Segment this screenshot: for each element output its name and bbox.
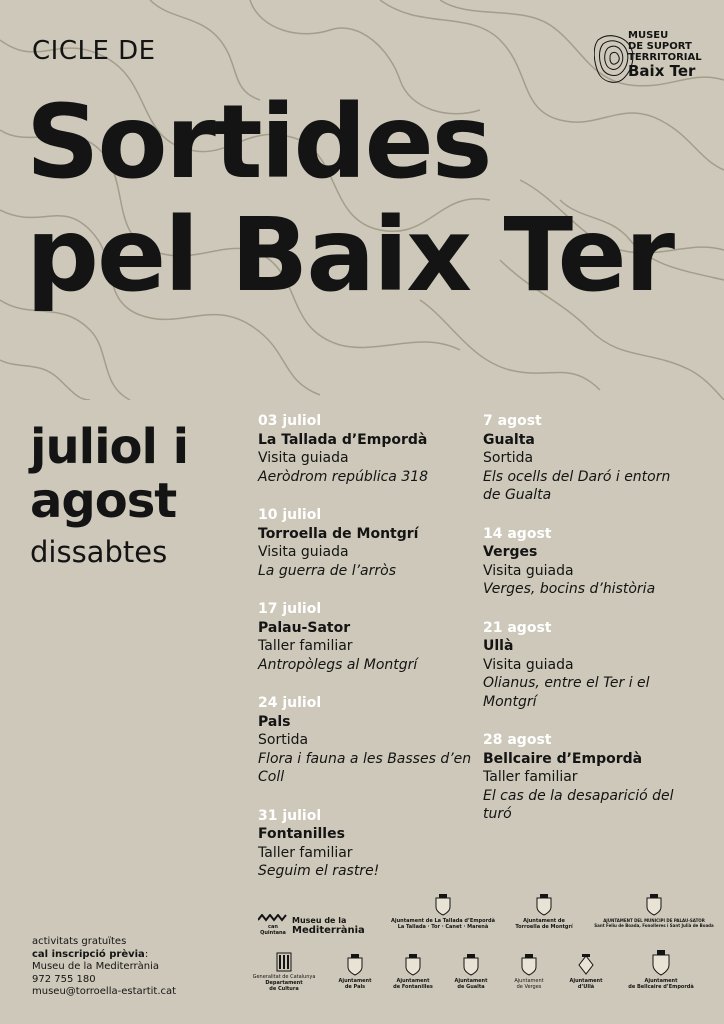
torroella-logo: [504, 894, 584, 930]
event-place: La Tallada d’Empordà: [258, 431, 428, 448]
info-line-free: activitats gratuïtes: [32, 936, 127, 947]
museum-logo-line4: Baix Ter: [628, 62, 696, 80]
info-museum-name: Museu de la Mediterrània: [32, 961, 160, 972]
verges-line2: de Verges: [516, 984, 542, 990]
info-phone[interactable]: 972 755 180: [32, 973, 96, 985]
museum-logo-line3: TERRITORIAL: [628, 52, 702, 63]
event-item: [258, 807, 473, 881]
event-place: Pals: [258, 713, 291, 730]
event-description: La guerra de l’arròs: [258, 562, 396, 579]
subtitle: CICLE DE: [32, 36, 156, 66]
fontanilles-logo: [386, 954, 440, 990]
event-description: Verges, bocins d’història: [483, 581, 656, 597]
sponsor-logos: [250, 890, 720, 1020]
shield-icon: [536, 894, 552, 916]
bellcaire-line1: Ajuntament: [644, 978, 678, 984]
title-line-2: pel Baix Ter: [26, 196, 674, 315]
event-place: Bellcaire d’Empordà: [483, 750, 643, 767]
tallada-line1: Ajuntament de La Tallada d’Empordà: [391, 918, 495, 924]
gualta-logo: [446, 954, 496, 990]
event-description: Flora i fauna a les Basses d’en Coll: [258, 750, 472, 785]
shield-icon: [347, 954, 363, 976]
period: [30, 420, 188, 572]
event-date: 31 juliol: [258, 807, 322, 824]
event-item: [483, 525, 683, 599]
event-place: Ullà: [483, 638, 514, 654]
pals-line1: Ajuntament: [338, 978, 372, 984]
title-line-1: Sortides: [26, 83, 491, 202]
event-type: Visita guiada: [258, 450, 349, 466]
shield-icon: [521, 954, 537, 976]
event-type: Taller familiar: [483, 769, 578, 785]
event-type: Taller familiar: [258, 638, 353, 654]
event-place: Gualta: [483, 431, 535, 448]
event-date: 17 juliol: [258, 601, 322, 617]
shield-icon: [652, 950, 670, 976]
event-item: [258, 506, 473, 580]
info-registration-label: cal inscripció prèvia: [32, 948, 145, 960]
events-column-august: [483, 412, 683, 844]
event-place: Palau-Sator: [258, 619, 351, 636]
event-item: [483, 619, 683, 712]
period-line-3: dissabtes: [30, 535, 168, 569]
event-place: Torroella de Montgrí: [258, 525, 419, 542]
gualta-line1: Ajuntament: [454, 978, 488, 984]
wave-logo-icon: [258, 914, 288, 922]
museu-med-line2: Mediterrània: [292, 925, 365, 936]
bellcaire-line2: de Bellcaire d’Empordà: [628, 984, 694, 990]
info-registration-colon: :: [144, 948, 149, 960]
generalitat-logo: [250, 952, 318, 992]
shield-icon: [578, 954, 594, 976]
gualta-line2: de Gualta: [457, 984, 485, 990]
event-type: Visita guiada: [483, 562, 574, 579]
shield-icon: [646, 894, 662, 916]
pals-logo: [330, 954, 380, 990]
event-type: Visita guiada: [258, 544, 349, 560]
museu-mediterrania-logo: [292, 916, 365, 936]
shield-icon: [405, 954, 421, 976]
museum-logo: [594, 30, 704, 90]
verges-logo: [504, 954, 554, 990]
event-item: [258, 694, 473, 787]
event-type: Visita guiada: [483, 656, 574, 673]
museu-med-line1: Museu de la: [292, 916, 347, 925]
event-date: 21 agost: [483, 619, 552, 636]
ulla-logo: [562, 954, 610, 990]
fontanilles-line1: Ajuntament: [396, 978, 430, 984]
tallada-logo: [388, 894, 498, 930]
event-description: Aeròdrom república 318: [258, 468, 429, 485]
event-date: 14 agost: [483, 525, 552, 542]
event-place: Fontanilles: [258, 826, 345, 842]
bellcaire-logo: [616, 950, 706, 990]
registration-info: [32, 936, 176, 999]
event-description: Els ocells del Daró i entorn de Gualta: [483, 468, 671, 503]
event-place: Verges: [483, 544, 538, 560]
events-column-july: [258, 412, 473, 901]
page-title: [26, 83, 674, 315]
event-date: 24 juliol: [258, 695, 322, 711]
shield-icon: [463, 954, 479, 976]
palau-line2: Sant Feliu de Boada, Fonolleres i Sant Julià de Boada: [594, 923, 714, 928]
torroella-line1: Ajuntament de: [523, 918, 565, 924]
event-description: El cas de la desaparició del turó: [483, 787, 674, 822]
event-item: [483, 731, 683, 824]
event-item: [258, 412, 473, 486]
shield-icon: [435, 894, 451, 916]
museum-logo-line1: MUSEU: [628, 30, 669, 41]
generalitat-line2: Departament: [265, 980, 303, 986]
senyera-icon: [276, 952, 292, 972]
event-type: Sortida: [483, 450, 534, 466]
event-type: Taller familiar: [258, 844, 353, 861]
event-item: [483, 412, 683, 505]
generalitat-line1: Generalitat de Catalunya: [252, 974, 316, 980]
palau-sator-logo: [590, 894, 718, 928]
pals-line2: de Pals: [344, 984, 366, 990]
palau-line1: AJUNTAMENT DEL MUNICIPI DE PALAU-SATOR: [603, 918, 705, 923]
event-date: 10 juliol: [258, 507, 322, 523]
period-line-1: juliol i: [30, 419, 189, 475]
museum-logo-line2: DE SUPORT: [628, 41, 692, 52]
event-description: Seguim el rastre!: [258, 863, 380, 879]
event-description: Antropòlegs al Montgrí: [258, 656, 418, 673]
fontanilles-line2: de Fontanilles: [393, 984, 433, 990]
info-email[interactable]: museu@torroella-estartit.cat: [32, 986, 177, 997]
event-date: 28 agost: [483, 732, 552, 748]
period-line-2: agost: [30, 473, 177, 529]
event-item: [258, 600, 473, 674]
event-type: Sortida: [258, 732, 309, 748]
verges-line1: Ajuntament: [514, 978, 544, 984]
ecomuseu-text: can Quintana: [260, 924, 286, 936]
info-line-registration: [32, 949, 176, 962]
ulla-line2: d’Ullà: [577, 984, 595, 990]
event-date: 03 juliol: [258, 413, 322, 429]
event-description: Olianus, entre el Ter i el Montgrí: [483, 675, 650, 710]
ulla-line1: Ajuntament: [569, 978, 603, 984]
generalitat-line3: de Cultura: [269, 986, 299, 992]
event-date: 7 agost: [483, 413, 542, 429]
torroella-line2: Torroella de Montgrí: [515, 924, 573, 930]
ecomuseu-logo: [256, 914, 290, 936]
tallada-line2: La Tallada · Tor · Canet · Marenà: [397, 924, 489, 930]
